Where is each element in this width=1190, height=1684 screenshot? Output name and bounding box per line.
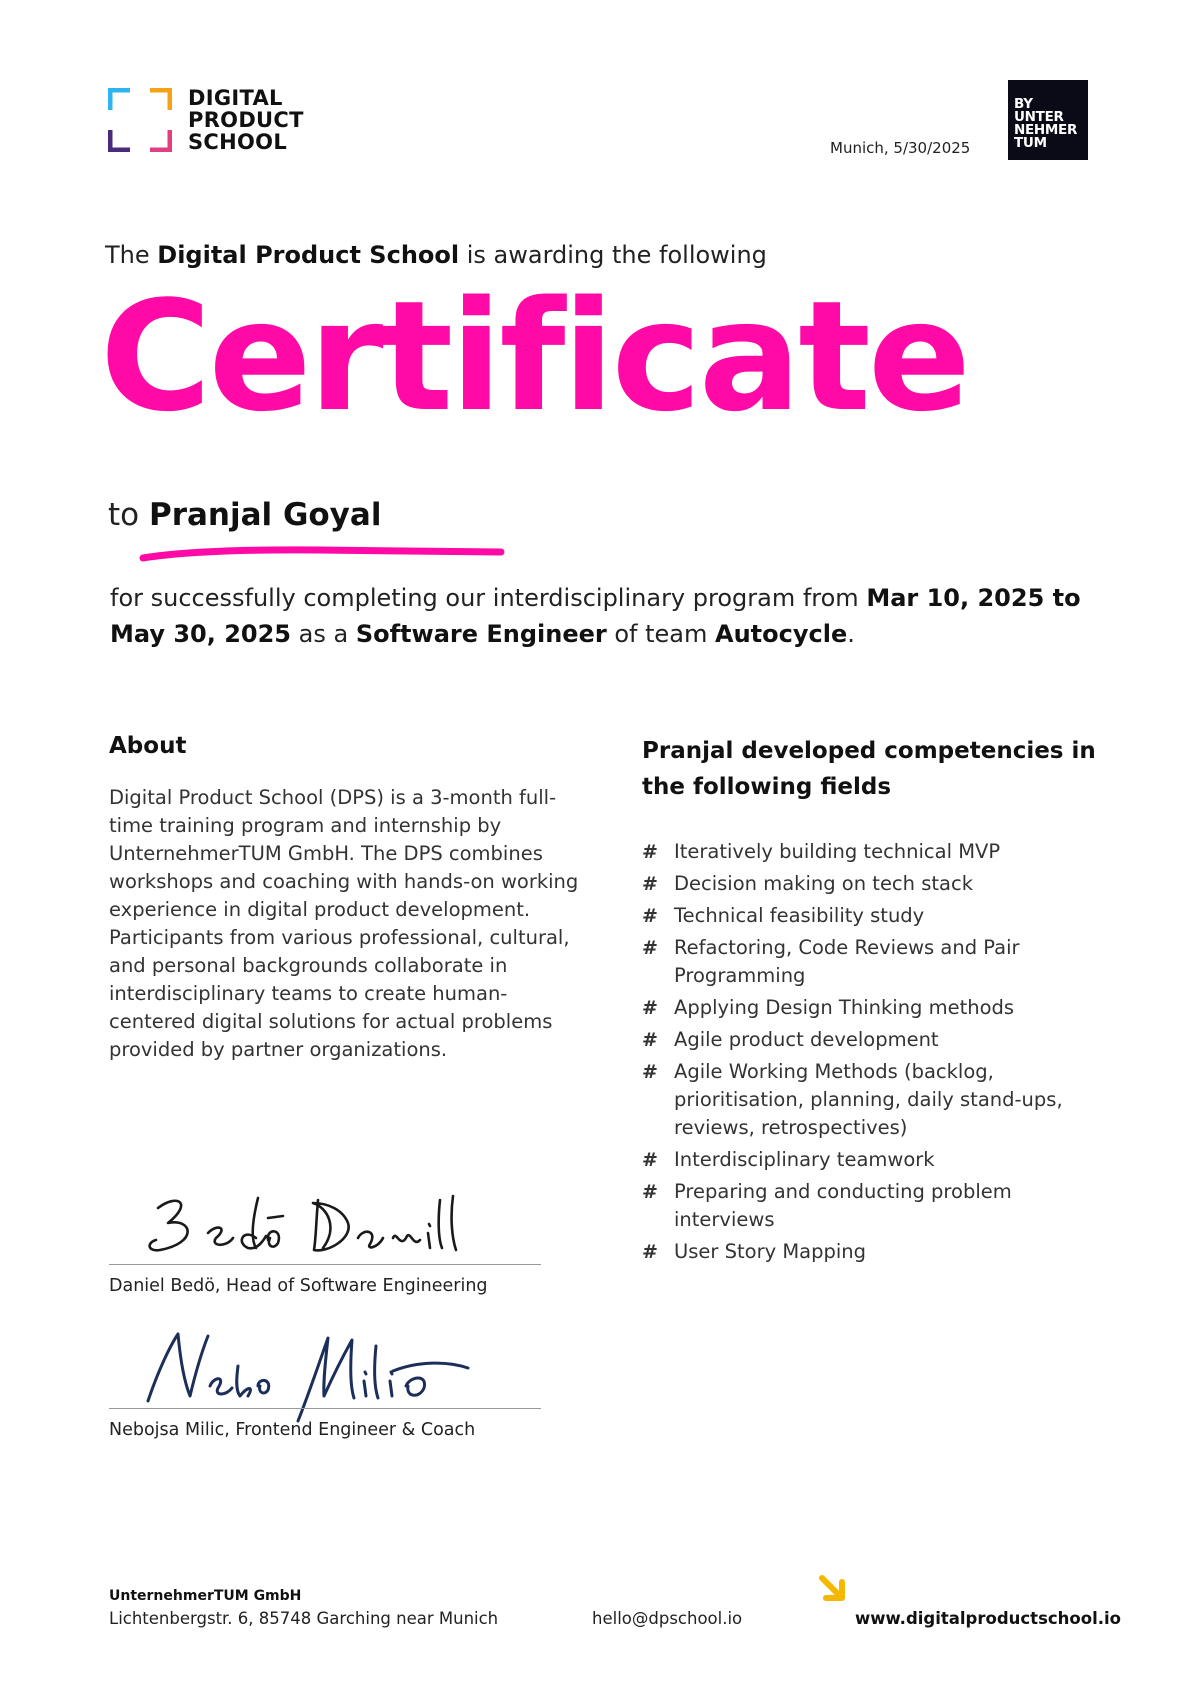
certificate-title: Certificate bbox=[100, 268, 969, 445]
hash-bullet-icon: # bbox=[642, 873, 658, 895]
list-item: # Decision making on tech stack bbox=[642, 870, 1102, 898]
competencies-heading: Pranjal developed competencies in the following fields bbox=[642, 738, 1096, 800]
hash-bullet-icon: # bbox=[642, 937, 658, 959]
recipient-name: Pranjal Goyal bbox=[148, 497, 382, 533]
signature-bedo bbox=[138, 1188, 478, 1268]
logo-wordmark: DIGITAL PRODUCT SCHOOL bbox=[188, 86, 304, 154]
hash-bullet-icon: # bbox=[642, 1061, 658, 1083]
list-item: # User Story Mapping bbox=[642, 1238, 1102, 1266]
completion-statement: for successfully completing our interdisciplinary program from Mar 10, 2025 to May 30, 2025 as a Software Engineer of team Autocycle. bbox=[110, 584, 1081, 648]
competencies-list bbox=[642, 838, 1102, 1270]
hash-bullet-icon: # bbox=[642, 997, 658, 1019]
signatory-caption: Nebojsa Milic, Frontend Engineer & Coach bbox=[109, 1420, 476, 1440]
list-item: # Agile Working Methods (backlog, prioritisation, planning, daily stand-ups, reviews, retrospectives) bbox=[642, 1060, 1063, 1139]
list-item: # Preparing and conducting problem interviews bbox=[642, 1180, 1012, 1231]
name-underline-swoosh bbox=[138, 546, 506, 564]
list-item: # Refactoring, Code Reviews and Pair Programming bbox=[642, 936, 1020, 987]
list-item: # Technical feasibility study bbox=[642, 902, 1102, 930]
about-heading: About bbox=[109, 733, 187, 759]
list-item: # Interdisciplinary teamwork bbox=[642, 1146, 1102, 1174]
hash-bullet-icon: # bbox=[642, 841, 658, 863]
issue-date: Munich, 5/30/2025 bbox=[830, 139, 971, 157]
award-intro: The Digital Product School is awarding the following bbox=[105, 241, 767, 269]
hash-bullet-icon: # bbox=[642, 905, 658, 927]
recipient-line: to Pranjal Goyal bbox=[108, 497, 382, 533]
list-item: # Agile product development bbox=[642, 1026, 1102, 1054]
list-item: # Iteratively building technical MVP bbox=[642, 838, 1102, 866]
hash-bullet-icon: # bbox=[642, 1241, 658, 1263]
unternehmertum-badge: BY UNTER NEHMER TUM bbox=[1008, 80, 1088, 160]
footer-address: Lichtenbergstr. 6, 85748 Garching near Munich bbox=[109, 1609, 499, 1628]
arrow-down-right-icon bbox=[816, 1572, 850, 1606]
hash-bullet-icon: # bbox=[642, 1181, 658, 1203]
list-item: # Applying Design Thinking methods bbox=[642, 994, 1102, 1022]
dps-logo-icon bbox=[108, 88, 172, 152]
hash-bullet-icon: # bbox=[642, 1029, 658, 1051]
footer-website-link[interactable]: www.digitalproductschool.io bbox=[855, 1609, 1121, 1628]
hash-bullet-icon: # bbox=[642, 1149, 658, 1171]
signature-line bbox=[109, 1408, 541, 1409]
signature-line bbox=[109, 1264, 541, 1265]
signature-milic bbox=[138, 1326, 478, 1426]
footer-company: UnternehmerTUM GmbH bbox=[109, 1588, 302, 1604]
signatory-caption: Daniel Bedö, Head of Software Engineering bbox=[109, 1276, 488, 1296]
about-text: Digital Product School (DPS) is a 3-month full-time training program and internship by UnternehmerTUM GmbH. The DPS combines workshops and coaching with hands-on working experience in digital product development. Participants from various professional, cultural, and personal backgrounds collaborate in interdisciplinary teams to create human-centered digital solutions for actual problems provided by partner organizations. bbox=[109, 786, 579, 1061]
footer-email-link[interactable]: hello@dpschool.io bbox=[592, 1609, 743, 1628]
